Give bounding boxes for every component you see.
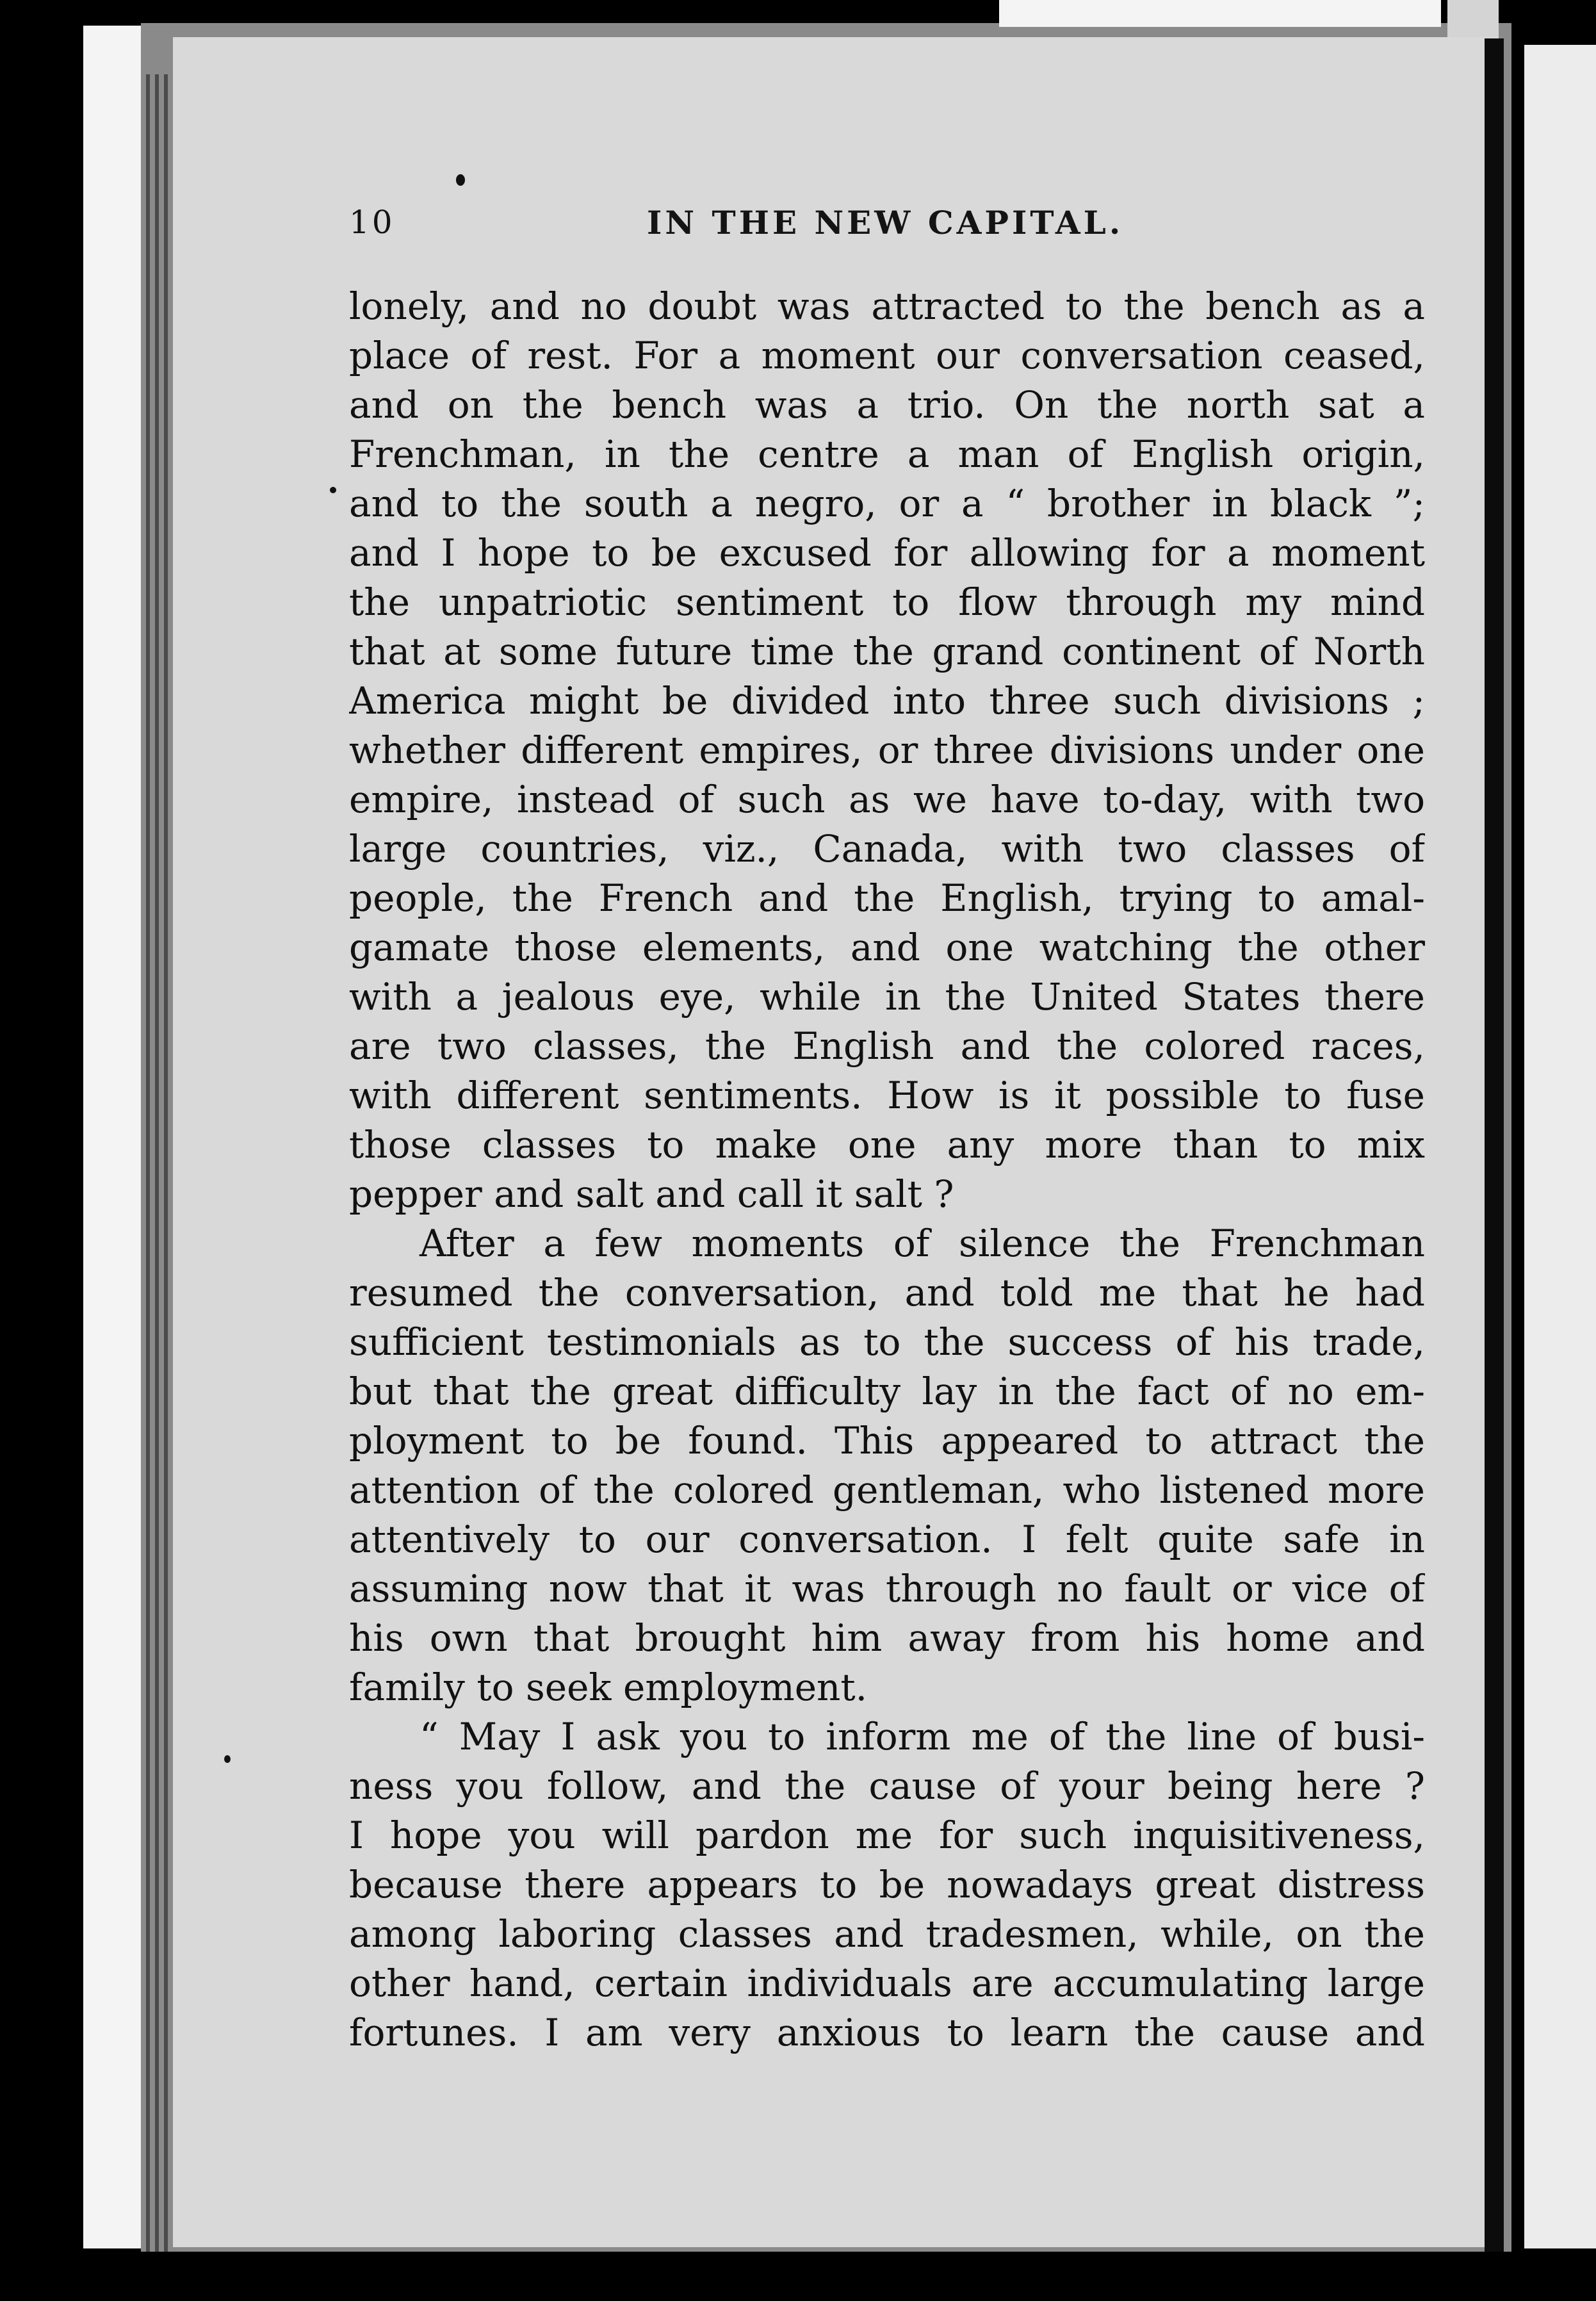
- text-line: assuming now that it was through no fault or vice of: [349, 1567, 1425, 1610]
- text-line: because there appears to be nowadays great distress: [349, 1863, 1425, 1906]
- stack-edge-line: [164, 74, 168, 2252]
- text-line: are two classes, the English and the colored races,: [349, 1024, 1425, 1068]
- top-tab-strip: [999, 0, 1441, 27]
- text-line: fortunes. I am very anxious to learn the cause and: [349, 2011, 1425, 2054]
- text-line: people, the French and the English, trying to amal-: [349, 876, 1425, 920]
- text-line: among laboring classes and tradesmen, while, on the: [349, 1912, 1425, 1956]
- text-line: America might be divided into three such divisions ;: [349, 679, 1425, 723]
- text-line: with different sentiments. How is it possible to fuse: [349, 1074, 1425, 1117]
- text-line: large countries, viz., Canada, with two classes of: [349, 827, 1425, 871]
- text-line: empire, instead of such as we have to-day, with two: [349, 778, 1425, 821]
- text-line: resumed the conversation, and told me that he had: [349, 1271, 1425, 1314]
- text-line: lonely, and no doubt was attracted to the bench as a: [349, 284, 1425, 328]
- text-line: “ May I ask you to inform me of the line of busi-: [419, 1715, 1425, 1758]
- ink-speck: [456, 174, 465, 186]
- left-margin-strip: [83, 26, 144, 2248]
- text-line: that at some future time the grand continent of North: [349, 630, 1425, 673]
- text-line: family to seek employment.: [349, 1666, 868, 1709]
- text-line: ployment to be found. This appeared to attract the: [349, 1419, 1425, 1462]
- body-text: [349, 282, 1425, 2058]
- text-line: I hope you will pardon me for such inquisitiveness,: [349, 1814, 1425, 1857]
- text-line: place of rest. For a moment our conversation ceased,: [349, 334, 1425, 377]
- ink-speck: [224, 1755, 231, 1763]
- text-line: After a few moments of silence the Frenchman: [419, 1222, 1425, 1265]
- text-line: pepper and salt and call it salt ?: [349, 1172, 954, 1216]
- text-line: attentively to our conversation. I felt quite safe in: [349, 1518, 1425, 1561]
- bottom-border: [0, 2252, 1596, 2301]
- text-line: and to the south a negro, or a “ brother in black ”;: [349, 482, 1425, 525]
- text-line: whether different empires, or three divisions under one: [349, 728, 1425, 772]
- binding-shadow: [1485, 38, 1504, 2255]
- text-line: his own that brought him away from his home and: [349, 1616, 1425, 1660]
- facing-page-edge: [1524, 45, 1596, 2248]
- text-line: and I hope to be excused for allowing for a moment: [349, 531, 1425, 575]
- text-line: ness you follow, and the cause of your being here ?: [349, 1764, 1425, 1808]
- text-line: sufficient testimonials as to the success of his trade,: [349, 1320, 1425, 1364]
- text-line: gamate those elements, and one watching the other: [349, 926, 1425, 969]
- text-line: attention of the colored gentleman, who listened more: [349, 1468, 1425, 1512]
- text-line: and on the bench was a trio. On the north sat a: [349, 383, 1425, 427]
- ink-speck: [330, 487, 336, 493]
- stack-edge-line: [155, 74, 159, 2252]
- text-line: the unpatriotic sentiment to flow through my mind: [349, 580, 1425, 624]
- text-line: Frenchman, in the centre a man of English origin,: [349, 432, 1425, 476]
- text-line: other hand, certain individuals are accumulating large: [349, 1961, 1425, 2005]
- stack-edge-line: [146, 74, 150, 2252]
- text-line: but that the great difficulty lay in the fact of no em-: [349, 1370, 1425, 1413]
- running-head-title: IN THE NEW CAPITAL.: [647, 204, 1124, 242]
- text-line: those classes to make one any more than to mix: [349, 1123, 1425, 1167]
- text-line: with a jealous eye, while in the United States there: [349, 975, 1425, 1019]
- running-head: [349, 204, 1438, 249]
- page-number: 10: [349, 204, 395, 241]
